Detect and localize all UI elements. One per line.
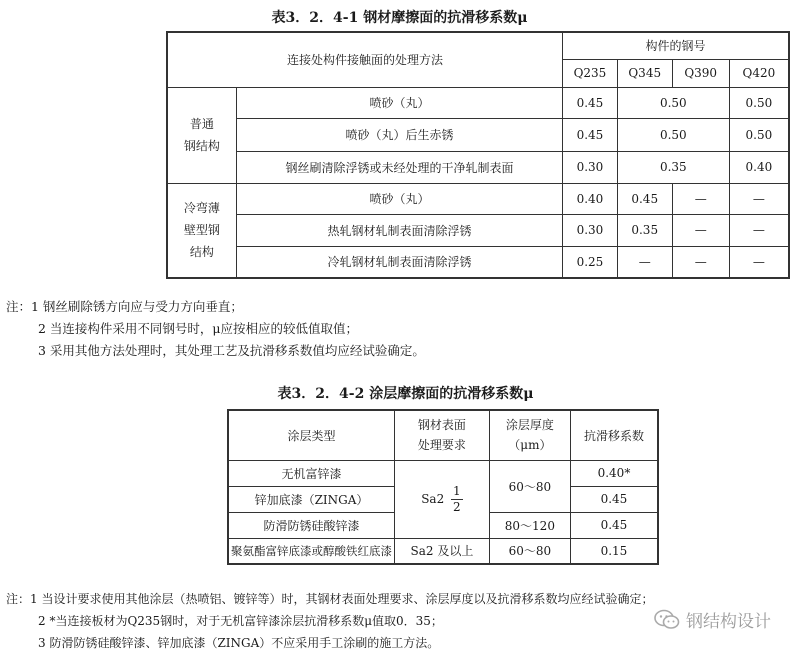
friction-table-coating xyxy=(227,409,659,565)
value-cell: 0.50 xyxy=(617,87,729,118)
value-cell: — xyxy=(729,183,789,214)
surface-grade: Sa2 xyxy=(421,491,445,506)
value-cell: 0.25 xyxy=(563,246,618,278)
wechat-icon xyxy=(654,609,680,631)
note-item: 3 防滑防锈硅酸锌漆、锌加底漆（ZINGA）不应采用手工涂刷的施工方法。 xyxy=(38,636,440,650)
coating-type-cell: 锌加底漆（ZINGA） xyxy=(228,486,395,512)
grade-header: Q420 xyxy=(729,59,789,87)
value-cell: — xyxy=(672,183,729,214)
group-label-text: 冷弯薄 壁型钢 结构 xyxy=(183,201,220,260)
value-cell: — xyxy=(617,246,672,278)
value-cell: 0.45 xyxy=(617,183,672,214)
note-item: 注：1 当设计要求使用其他涂层（热喷铝、镀锌等）时，其钢材表面处理要求、涂层厚度以及抗滑移系数均应经试验确定； xyxy=(6,592,654,606)
friction-table-steel xyxy=(166,31,790,279)
fraction-numerator: 1 xyxy=(453,483,461,498)
table2-title: 表3．2．4-2 涂层摩擦面的抗滑移系数μ xyxy=(277,386,534,402)
watermark-text: 钢结构设计 xyxy=(686,612,771,632)
header-coefficient: 抗滑移系数 xyxy=(570,410,658,460)
coating-type-cell: 无机富锌漆 xyxy=(228,460,395,486)
method-cell: 喷砂（丸） xyxy=(236,87,562,118)
coef-cell: 0.45 xyxy=(570,486,658,512)
coef-cell: 0.40* xyxy=(570,460,658,486)
value-cell: 0.30 xyxy=(563,214,618,246)
value-cell: — xyxy=(729,246,789,278)
header-thickness xyxy=(489,410,570,460)
value-cell: 0.40 xyxy=(729,151,789,183)
value-cell: 0.50 xyxy=(617,118,729,151)
note-item: 2 当连接构件采用不同钢号时，μ应按相应的较低值取值； xyxy=(38,321,359,336)
fraction-denominator: 2 xyxy=(453,499,461,514)
value-cell: 0.30 xyxy=(563,151,618,183)
method-cell: 冷轧钢材轧制表面清除浮锈 xyxy=(236,246,562,278)
value-cell: — xyxy=(729,214,789,246)
value-cell: 0.45 xyxy=(563,118,618,151)
method-cell: 钢丝刷清除浮锈或未经处理的干净轧制表面 xyxy=(236,151,562,183)
note-item: 2 *当连接板材为Q235钢时，对于无机富锌漆涂层抗滑移系数μ值取0．35； xyxy=(38,614,443,628)
value-cell: 0.50 xyxy=(729,87,789,118)
table1-title: 表3．2．4-1 钢材摩擦面的抗滑移系数μ xyxy=(271,10,528,26)
value-cell: — xyxy=(672,214,729,246)
value-cell: 0.35 xyxy=(617,151,729,183)
fraction-half xyxy=(451,484,463,515)
header-surface xyxy=(395,410,490,460)
coating-type-cell: 聚氨酯富锌底漆或醇酸铁红底漆 xyxy=(228,538,395,564)
header-coating-type: 涂层类型 xyxy=(228,410,395,460)
group-label-ordinary xyxy=(167,87,236,183)
surface-cell xyxy=(395,460,490,538)
thickness-cell: 80～120 xyxy=(489,512,570,538)
surface-cell: Sa2 及以上 xyxy=(395,538,490,564)
method-cell: 喷砂（丸） xyxy=(236,183,562,214)
grade-header: Q345 xyxy=(617,59,672,87)
method-cell: 热轧钢材轧制表面清除浮锈 xyxy=(236,214,562,246)
header-method: 连接处构件接触面的处理方法 xyxy=(167,32,563,87)
value-cell: 0.50 xyxy=(729,118,789,151)
value-cell: — xyxy=(672,246,729,278)
coef-cell: 0.45 xyxy=(570,512,658,538)
method-cell: 喷砂（丸）后生赤锈 xyxy=(236,118,562,151)
grade-header: Q235 xyxy=(563,59,618,87)
group-label-cold-formed xyxy=(167,183,236,278)
notes-table1 xyxy=(6,296,425,362)
thickness-cell: 60～80 xyxy=(489,460,570,512)
header-steel-grade: 构件的钢号 xyxy=(563,32,789,59)
value-cell: 0.40 xyxy=(563,183,618,214)
note-item: 3 采用其他方法处理时，其处理工艺及抗滑移系数值均应经试验确定。 xyxy=(38,343,425,358)
watermark xyxy=(654,607,771,632)
thickness-cell: 60～80 xyxy=(489,538,570,564)
value-cell: 0.45 xyxy=(563,87,618,118)
coating-type-cell: 防滑防锈硅酸锌漆 xyxy=(228,512,395,538)
header-surface-text: 钢材表面 处理要求 xyxy=(417,418,466,453)
grade-header: Q390 xyxy=(672,59,729,87)
group-label-text: 普通 钢结构 xyxy=(183,117,220,153)
coef-cell: 0.15 xyxy=(570,538,658,564)
header-thickness-text: 涂层厚度 （μm） xyxy=(505,418,554,453)
notes-table2 xyxy=(6,588,653,654)
note-item: 注：1 钢丝刷除锈方向应与受力方向垂直； xyxy=(6,299,243,314)
value-cell: 0.35 xyxy=(617,214,672,246)
